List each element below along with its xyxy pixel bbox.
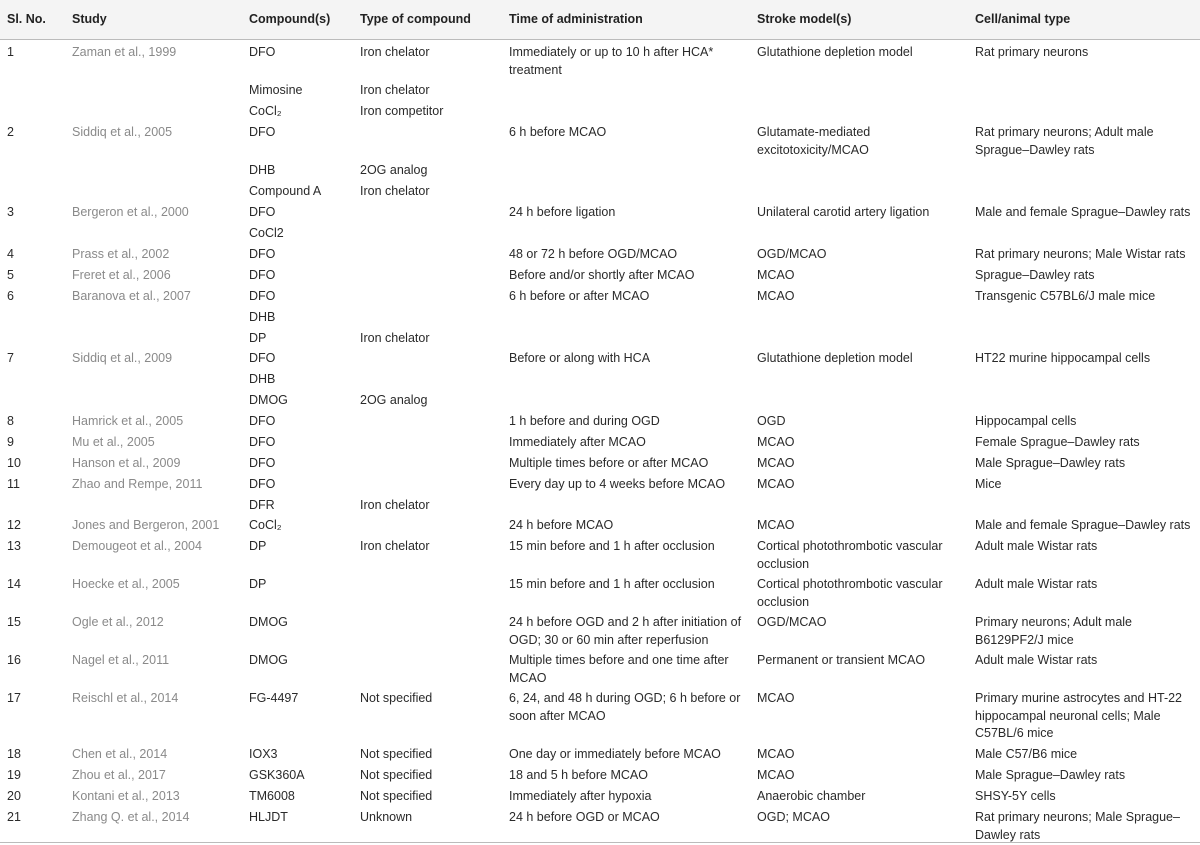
- cell-compound: CoCl₂: [249, 104, 282, 118]
- cell-cell: Rat primary neurons: [975, 45, 1089, 59]
- header-type: Type of compound: [360, 12, 471, 26]
- cell-model: OGD/MCAO: [757, 247, 827, 261]
- cell-study: Mu et al., 2005: [72, 435, 155, 449]
- cell-compound: DFO: [249, 205, 276, 219]
- cell-model: MCAO: [757, 691, 795, 705]
- cell-compound: IOX3: [249, 747, 278, 761]
- cell-cell: Hippocampal cells: [975, 414, 1077, 428]
- cell-cell: Rat primary neurons; Adult male Sprague–Dawley rats: [975, 125, 1154, 157]
- cell-sl: 2: [7, 125, 14, 139]
- cell-sl: 14: [7, 577, 21, 591]
- cell-sl: 11: [7, 477, 20, 491]
- cell-model: MCAO: [757, 747, 795, 761]
- cell-time: 24 h before ligation: [509, 205, 616, 219]
- cell-model: Glutamate-mediated excitotoxicity/MCAO: [757, 125, 871, 157]
- cell-cell: Adult male Wistar rats: [975, 577, 1098, 591]
- cell-compound: DHB: [249, 163, 276, 177]
- cell-type: Not specified: [360, 768, 433, 782]
- cell-cell: Female Sprague–Dawley rats: [975, 435, 1140, 449]
- cell-cell: SHSY-5Y cells: [975, 789, 1056, 803]
- cell-study: Zhou et al., 2017: [72, 768, 166, 782]
- cell-time: Before and/or shortly after MCAO: [509, 268, 695, 282]
- cell-study: Demougeot et al., 2004: [72, 539, 202, 553]
- cell-time: Multiple times before or after MCAO: [509, 456, 709, 470]
- cell-study: Baranova et al., 2007: [72, 289, 191, 303]
- cell-time: 1 h before and during OGD: [509, 414, 660, 428]
- cell-sl: 9: [7, 435, 14, 449]
- cell-cell: Primary murine astrocytes and HT-22 hippocampal neuronal cells; Male C57BL/6 mice: [975, 691, 1183, 740]
- header-study: Study: [72, 12, 107, 26]
- cell-cell: Male Sprague–Dawley rats: [975, 768, 1126, 782]
- cell-sl: 17: [7, 691, 21, 705]
- cell-type: 2OG analog: [360, 393, 428, 407]
- cell-model: MCAO: [757, 477, 795, 491]
- cell-time: Immediately after hypoxia: [509, 789, 652, 803]
- cell-cell: HT22 murine hippocampal cells: [975, 351, 1151, 365]
- cell-cell: Adult male Wistar rats: [975, 539, 1098, 553]
- cell-study: Reischl et al., 2014: [72, 691, 179, 705]
- cell-sl: 20: [7, 789, 21, 803]
- cell-type: Iron chelator: [360, 45, 430, 59]
- cell-sl: 13: [7, 539, 21, 553]
- cell-cell: Sprague–Dawley rats: [975, 268, 1095, 282]
- cell-sl: 16: [7, 653, 21, 667]
- cell-model: Anaerobic chamber: [757, 789, 866, 803]
- cell-sl: 15: [7, 615, 21, 629]
- cell-compound: HLJDT: [249, 810, 288, 824]
- cell-compound: Mimosine: [249, 83, 303, 97]
- cell-compound: DMOG: [249, 653, 288, 667]
- cell-compound: DFR: [249, 498, 275, 512]
- cell-sl: 4: [7, 247, 14, 261]
- cell-compound: DFO: [249, 247, 276, 261]
- cell-sl: 1: [7, 45, 14, 59]
- cell-compound: DP: [249, 539, 267, 553]
- cell-type: Not specified: [360, 691, 433, 705]
- cell-cell: Rat primary neurons; Male Wistar rats: [975, 247, 1186, 261]
- cell-time: Immediately or up to 10 h after HCA* treatment: [509, 45, 714, 77]
- cell-cell: Male and female Sprague–Dawley rats: [975, 205, 1191, 219]
- cell-study: Siddiq et al., 2005: [72, 125, 173, 139]
- header-time: Time of administration: [509, 12, 643, 26]
- cell-type: Iron competitor: [360, 104, 444, 118]
- cell-type: Iron chelator: [360, 83, 430, 97]
- header-sl-no: Sl. No.: [7, 12, 46, 26]
- cell-compound: DHB: [249, 310, 276, 324]
- cell-study: Hoecke et al., 2005: [72, 577, 180, 591]
- cell-type: Not specified: [360, 789, 433, 803]
- cell-study: Bergeron et al., 2000: [72, 205, 189, 219]
- cell-sl: 3: [7, 205, 14, 219]
- cell-model: Unilateral carotid artery ligation: [757, 205, 930, 219]
- cell-type: Not specified: [360, 747, 433, 761]
- cell-cell: Mice: [975, 477, 1002, 491]
- header-compound: Compound(s): [249, 12, 331, 26]
- cell-type: Iron chelator: [360, 331, 430, 345]
- cell-cell: Adult male Wistar rats: [975, 653, 1098, 667]
- cell-study: Ogle et al., 2012: [72, 615, 164, 629]
- cell-compound: DHB: [249, 372, 276, 386]
- cell-compound: DMOG: [249, 393, 288, 407]
- cell-model: MCAO: [757, 518, 795, 532]
- cell-time: Every day up to 4 weeks before MCAO: [509, 477, 726, 491]
- cell-model: OGD: [757, 414, 786, 428]
- cell-cell: Male C57/B6 mice: [975, 747, 1078, 761]
- cell-model: Glutathione depletion model: [757, 45, 913, 59]
- cell-time: 15 min before and 1 h after occlusion: [509, 577, 715, 591]
- cell-compound: TM6008: [249, 789, 295, 803]
- cell-study: Hamrick et al., 2005: [72, 414, 184, 428]
- cell-type: Unknown: [360, 810, 413, 824]
- table-header: [0, 0, 1200, 40]
- cell-model: Cortical photothrombotic vascular occlusion: [757, 577, 943, 609]
- cell-cell: Primary neurons; Adult male B6129PF2/J mice: [975, 615, 1133, 647]
- cell-model: MCAO: [757, 268, 795, 282]
- cell-time: Immediately after MCAO: [509, 435, 646, 449]
- cell-time: Multiple times before and one time after MCAO: [509, 653, 729, 685]
- cell-sl: 7: [7, 351, 14, 365]
- cell-sl: 12: [7, 518, 21, 532]
- cell-sl: 18: [7, 747, 21, 761]
- cell-time: 6 h before MCAO: [509, 125, 607, 139]
- cell-model: MCAO: [757, 435, 795, 449]
- cell-study: Kontani et al., 2013: [72, 789, 180, 803]
- cell-cell: Rat primary neurons; Male Sprague–Dawley rats: [975, 810, 1180, 842]
- cell-study: Chen et al., 2014: [72, 747, 168, 761]
- cell-study: Zhao and Rempe, 2011: [72, 477, 203, 491]
- cell-cell: Male Sprague–Dawley rats: [975, 456, 1126, 470]
- cell-study: Jones and Bergeron, 2001: [72, 518, 220, 532]
- cell-type: Iron chelator: [360, 539, 430, 553]
- cell-model: MCAO: [757, 456, 795, 470]
- cell-time: One day or immediately before MCAO: [509, 747, 721, 761]
- cell-compound: Compound A: [249, 184, 322, 198]
- cell-study: Freret et al., 2006: [72, 268, 171, 282]
- cell-time: 6 h before or after MCAO: [509, 289, 650, 303]
- cell-cell: Male and female Sprague–Dawley rats: [975, 518, 1191, 532]
- cell-compound: DFO: [249, 351, 276, 365]
- cell-model: Glutathione depletion model: [757, 351, 913, 365]
- cell-type: Iron chelator: [360, 498, 430, 512]
- cell-compound: GSK360A: [249, 768, 305, 782]
- cell-compound: DFO: [249, 414, 276, 428]
- cell-model: Cortical photothrombotic vascular occlusion: [757, 539, 943, 571]
- cell-study: Siddiq et al., 2009: [72, 351, 173, 365]
- cell-model: MCAO: [757, 768, 795, 782]
- cell-study: Hanson et al., 2009: [72, 456, 181, 470]
- cell-sl: 8: [7, 414, 14, 428]
- cell-study: Prass et al., 2002: [72, 247, 170, 261]
- cell-compound: DFO: [249, 268, 276, 282]
- cell-type: 2OG analog: [360, 163, 428, 177]
- cell-compound: DFO: [249, 289, 276, 303]
- cell-study: Zhang Q. et al., 2014: [72, 810, 190, 824]
- cell-compound: FG-4497: [249, 691, 299, 705]
- cell-compound: DFO: [249, 125, 276, 139]
- cell-time: 24 h before OGD or MCAO: [509, 810, 660, 824]
- cell-compound: DFO: [249, 435, 276, 449]
- cell-time: 48 or 72 h before OGD/MCAO: [509, 247, 678, 261]
- cell-compound: CoCl₂: [249, 518, 282, 532]
- cell-model: MCAO: [757, 289, 795, 303]
- cell-time: 18 and 5 h before MCAO: [509, 768, 648, 782]
- table-bottom-rule: [0, 842, 1200, 843]
- cell-time: Before or along with HCA: [509, 351, 651, 365]
- cell-compound: DP: [249, 577, 267, 591]
- cell-time: 24 h before MCAO: [509, 518, 614, 532]
- cell-cell: Transgenic C57BL6/J male mice: [975, 289, 1156, 303]
- cell-compound: DFO: [249, 456, 276, 470]
- cell-study: Zaman et al., 1999: [72, 45, 177, 59]
- cell-model: OGD; MCAO: [757, 810, 830, 824]
- cell-compound: DMOG: [249, 615, 288, 629]
- cell-compound: CoCl2: [249, 226, 284, 240]
- cell-compound: DFO: [249, 477, 276, 491]
- cell-sl: 5: [7, 268, 14, 282]
- cell-time: 24 h before OGD and 2 h after initiation of OGD; 30 or 60 min after reperfusion: [509, 615, 742, 647]
- cell-sl: 6: [7, 289, 14, 303]
- header-model: Stroke model(s): [757, 12, 852, 26]
- cell-time: 6, 24, and 48 h during OGD; 6 h before or soon after MCAO: [509, 691, 741, 723]
- cell-sl: 19: [7, 768, 21, 782]
- cell-sl: 10: [7, 456, 21, 470]
- cell-model: Permanent or transient MCAO: [757, 653, 926, 667]
- cell-study: Nagel et al., 2011: [72, 653, 170, 667]
- cell-model: OGD/MCAO: [757, 615, 827, 629]
- cell-time: 15 min before and 1 h after occlusion: [509, 539, 715, 553]
- cell-type: Iron chelator: [360, 184, 430, 198]
- header-cell: Cell/animal type: [975, 12, 1071, 26]
- cell-compound: DFO: [249, 45, 276, 59]
- cell-compound: DP: [249, 331, 267, 345]
- cell-sl: 21: [7, 810, 21, 824]
